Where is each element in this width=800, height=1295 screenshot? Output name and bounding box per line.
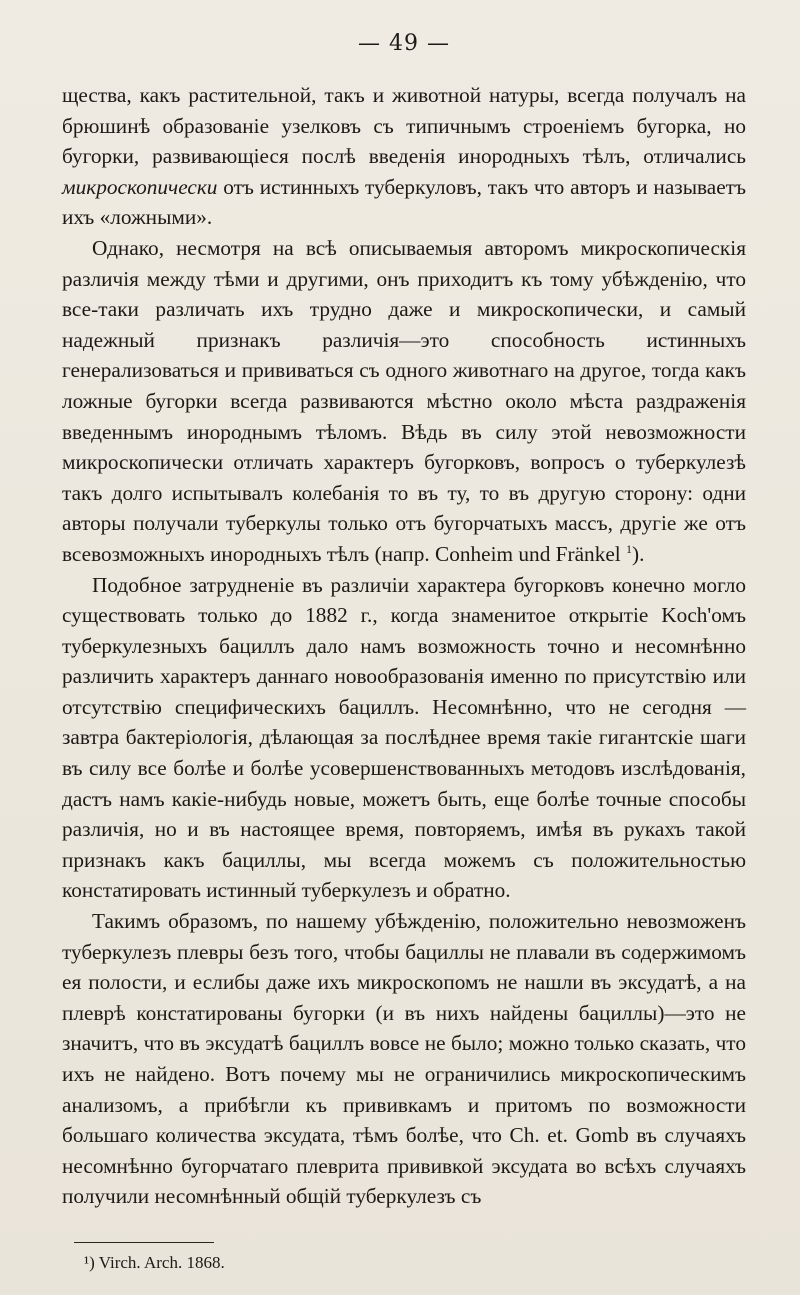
footnote bbox=[84, 1251, 746, 1275]
paragraph-4-text: Такимъ образомъ, по нашему убѣжденію, положительно невозможенъ туберкулезъ плевры безъ того, чтобы бациллы не плавали въ содержимомъ ея полости, и еслибы даже ихъ микроскопомъ не нашли въ эксудатѣ, а на плеврѣ констатированы бугорки (и въ нихъ найдены бациллы)—это не значитъ, что въ эксудатѣ бациллъ вовсе не было; можно только сказать, что ихъ не найдено. Вотъ почему мы не ограничились микроскопическимъ анализомъ, а прибѣгли къ прививкамъ и притомъ по возможности большаго количества эксудата, тѣмъ болѣе, что Ch. et. Gomb въ случаяхъ несомнѣнно бугорчатаго плеврита прививкой эксудата во всѣхъ случаяхъ получили несомнѣнный общій туберкулезъ съ bbox=[62, 909, 746, 1209]
paragraph-3 bbox=[62, 570, 746, 907]
footnote-divider bbox=[74, 1242, 214, 1243]
paragraph-4 bbox=[62, 906, 746, 1212]
footnote-reference[interactable]: 1 bbox=[626, 541, 633, 556]
paragraph-2-text: Однако, несмотря на всѣ описываемыя авторомъ микроскопическія различія между тѣми и другими, онъ приходитъ къ тому убѣжденію, что все-таки различать ихъ трудно даже и микроскопически, и самый надежный признакъ различія—это способность истинныхъ генерализоваться и прививаться съ одного животнаго на другое, тогда какъ ложные бугорки всегда развиваются мѣстно около мѣста раздраженія введеннымъ инороднымъ тѣломъ. Вѣдь въ силу этой невозможности микроскопически отличать характеръ бугорковъ, вопросъ о туберкулезѣ такъ долго испытывалъ колебанія то въ ту, то въ другую сторону: одни авторы получали туберкулы только отъ бугорчатыхъ массъ, другіе же отъ всевозможныхъ инородныхъ тѣлъ (напр. Conheim und Fränkel bbox=[62, 235, 746, 566]
paragraph-1 bbox=[62, 80, 746, 233]
paragraph-1-emphasis: микроскопически bbox=[62, 174, 218, 199]
main-text bbox=[62, 80, 746, 1212]
footnote-text: Virch. Arch. 1868. bbox=[94, 1252, 225, 1272]
paragraph-2-text-end: ). bbox=[632, 541, 645, 566]
paragraph-2 bbox=[62, 233, 746, 570]
footnote-marker: ¹) bbox=[84, 1252, 95, 1272]
paragraph-1-text-end: отъ истинныхъ туберкуловъ, такъ что авторъ и называетъ ихъ «ложными». bbox=[62, 174, 746, 230]
paragraph-1-text: щества, какъ растительной, такъ и животной натуры, всегда получалъ на брюшинѣ образованіе узелковъ съ типичнымъ строеніемъ бугорка, но бугорки, развивающіеся послѣ введенія инородныхъ тѣлъ, отличались bbox=[62, 83, 746, 169]
paragraph-3-text: Подобное затрудненіе въ различіи характера бугорковъ конечно могло существовать только до 1882 г., когда знаменитое открытіе Koch'омъ туберкулезныхъ бациллъ дало намъ возможность точно и несомнѣнно различить характеръ даннаго новообразованія именно по присутствію или отсутствію специфическихъ бациллъ. Несомнѣнно, что не сегодня — завтра бактеріологія, дѣлающая за послѣднее время такіе гигантскіе шаги въ силу все болѣе и болѣе усовершенствованныхъ методовъ изслѣдованія, дастъ намъ какіе-нибудь новые, можетъ быть, еще болѣе точные способы различія, но и въ настоящее время, повторяемъ, имѣя въ рукахъ такой признакъ какъ бациллы, мы всегда можемъ съ положительностью констатировать истинный туберкулезъ и обратно. bbox=[62, 572, 746, 903]
page-number: — 49 — bbox=[358, 31, 450, 56]
